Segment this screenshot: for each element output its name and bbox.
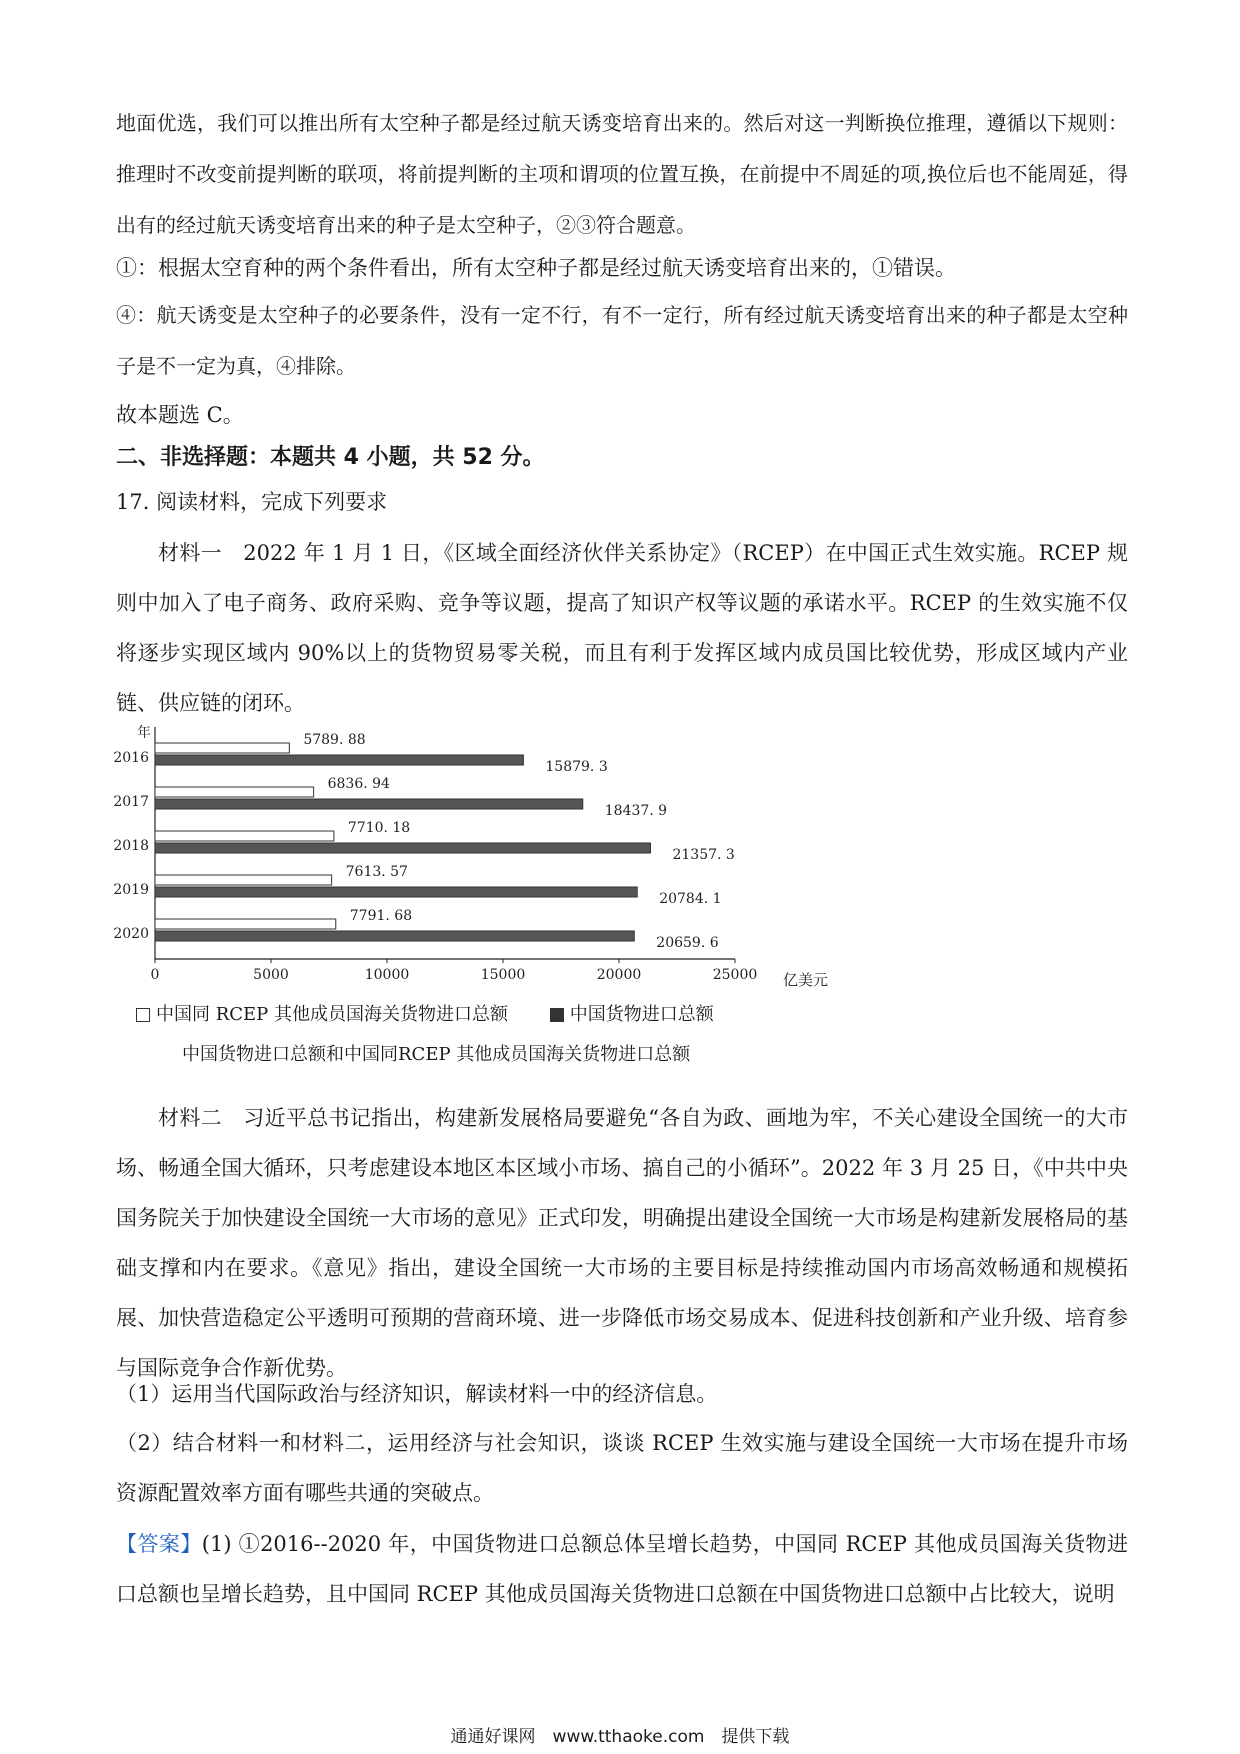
bar-rcep [155, 787, 314, 797]
section-heading: 二、非选择题：本题共 4 小题，共 52 分。 [116, 445, 545, 470]
bar-label-rcep: 7710. 18 [347, 820, 411, 836]
paragraph-reasoning: 地面优选，我们可以推出所有太空种子都是经过航天诱变培育出来的。然后对这一判断换位推理，遵循以下规则：推理时不改变前提判断的联项，将前提判断的主项和谓项的位置互换，在前提中不周延的项,换位后也不能周延，得出有的经过航天诱变培育出来的种子是太空种子，②③符合题意。 [116, 111, 1128, 237]
bar-rcep [155, 919, 336, 929]
sub-question-2: （2）结合材料一和材料二，运用经济与社会知识，谈谈 RCEP 生效实施与建设全国统一大市场在提升市场资源配置效率方面有哪些共通的突破点。 [116, 1431, 1128, 1505]
x-tick-label: 0 [150, 967, 160, 983]
category-label: 2016 [113, 750, 149, 766]
legend-item-rcep [136, 1004, 514, 1025]
bar-rcep [155, 743, 289, 753]
x-tick-label: 25000 [712, 967, 758, 983]
bar-label-total: 15879. 3 [545, 759, 608, 775]
material-one: 材料一 2022 年 1 月 1 日，《区域全面经济伙伴关系协定》（RCEP）在中国正式生效实施。RCEP 规则中加入了电子商务、政府采购、竞争等议题，提高了知识产权等议题的承诺水平。RCEP 的生效实施不仅将逐步实现区域内 90%以上的货物贸易零关税，而且有利于发挥区域内成员国比较优势，形成区域内产业链、供应链的闭环。 [116, 541, 1128, 715]
material-two: 材料二 习近平总书记指出，构建新发展格局要避免“各自为政、画地为牢，不关心建设全国统一的大市场、畅通全国大循环，只考虑建设本地区本区域小市场、搞自己的小循环”。2022 年 3 月 25 日，《中共中央国务院关于加快建设全国统一大市场的意见》正式印发，明确提出建设全国统一大市场是构建新发展格局的基础支撑和内在要求。《意见》指出，建设全国统一大市场的主要目标是持续推动国内市场高效畅通和规模拓展、加快营造稳定公平透明可预期的营商环境、进一步降低市场交易成本、促进科技创新和产业升级、培育参与国际竞争合作新优势。 [116, 1106, 1128, 1380]
bar-total [155, 843, 650, 853]
bar-label-rcep: 7613. 57 [345, 864, 408, 880]
page-footer: 通通好课网 www.tthaoke.com 提供下载 [450, 1727, 790, 1747]
x-tick-label: 15000 [480, 967, 526, 983]
chart-legend [136, 1000, 750, 1026]
legend-swatch-filled [550, 1008, 564, 1022]
legend-swatch-outline [136, 1008, 150, 1022]
bar-label-total: 18437. 9 [604, 803, 668, 819]
y-axis-label: 年 [137, 725, 151, 741]
answer-text: (1) ①2016--2020 年，中国货物进口总额总体呈增长趋势，中国同 RCEP 其他成员国海关货物进口总额也呈增长趋势，且中国同 RCEP 其他成员国海关货物进口总额在中国货物进口总额中占比较大，说明 [116, 1532, 1128, 1606]
paragraph-option-1: ①：根据太空育种的两个条件看出，所有太空种子都是经过航天诱变培育出来的，①错误。 [116, 256, 956, 280]
x-tick-label: 10000 [364, 967, 410, 983]
bar-label-rcep: 5789. 88 [303, 732, 366, 748]
bar-rcep [155, 831, 334, 841]
paragraph-option-4: ④：航天诱变是太空种子的必要条件，没有一定不行，有不一定行，所有经过航天诱变培育出来的种子都是太空种子是不一定为真，④排除。 [116, 303, 1128, 378]
x-tick-label: 20000 [596, 967, 642, 983]
bar-label-rcep: 7791. 68 [349, 908, 413, 924]
answer-label: 【答案】 [116, 1532, 202, 1556]
category-label: 2019 [113, 882, 149, 898]
sub-question-1: （1）运用当代国际政治与经济知识，解读材料一中的经济信息。 [116, 1382, 718, 1406]
bar-total [155, 799, 583, 809]
legend-label-rcep: 中国同 RCEP 其他成员国海关货物进口总额 [156, 1004, 509, 1025]
chart-caption: 中国货物进口总额和中国同RCEP 其他成员国海关货物进口总额 [182, 1044, 691, 1065]
paragraph-conclusion: 故本题选 C。 [116, 403, 244, 427]
bar-label-rcep: 6836. 94 [327, 776, 390, 792]
category-label: 2018 [113, 838, 149, 854]
bar-rcep [155, 875, 332, 885]
bar-chart [110, 725, 850, 1000]
question-17-title: 17. 阅读材料，完成下列要求 [116, 490, 388, 514]
legend-item-total [550, 1004, 714, 1025]
bar-total [155, 931, 634, 941]
category-label: 2017 [113, 794, 149, 810]
bar-label-total: 20784. 1 [659, 891, 722, 907]
answer-paragraph [116, 1519, 1128, 1619]
bar-total [155, 755, 523, 765]
x-axis-label: 亿美元 [783, 971, 829, 989]
category-label: 2020 [113, 926, 149, 942]
x-tick-label: 5000 [253, 967, 289, 983]
bar-label-total: 20659. 6 [656, 935, 719, 951]
bar-total [155, 887, 637, 897]
bar-label-total: 21357. 3 [672, 847, 735, 863]
legend-label-total: 中国货物进口总额 [569, 1004, 714, 1025]
